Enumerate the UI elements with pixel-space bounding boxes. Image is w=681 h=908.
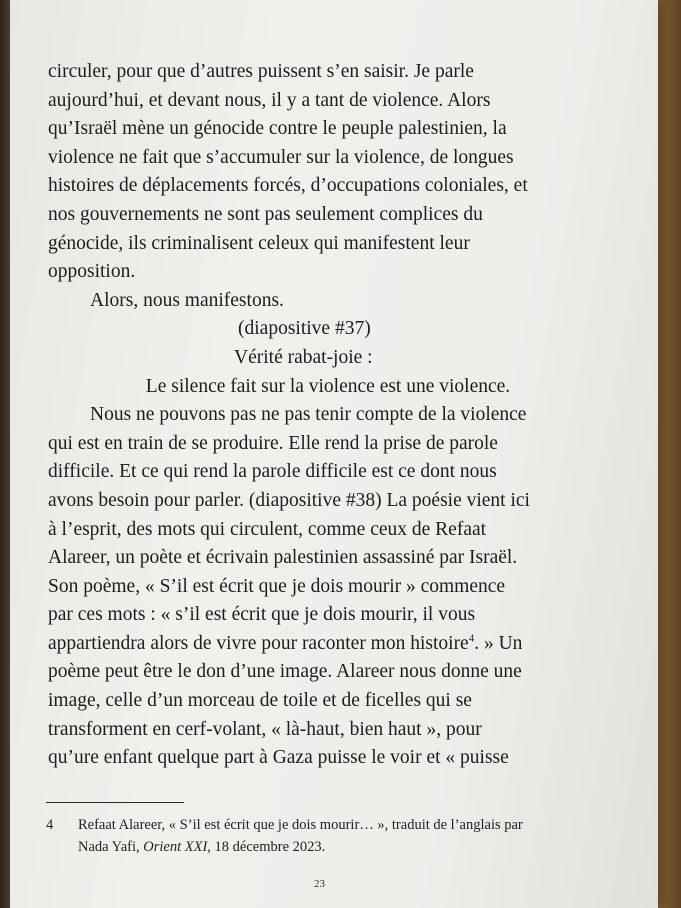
body-line: transforment en cerf-volant, « là-haut, bien haut », pour xyxy=(48,718,482,740)
body-line: qu’Israël mène un génocide contre le peuple palestinien, la xyxy=(48,118,507,140)
book-page xyxy=(10,0,658,908)
paragraph-line: Alors, nous manifestons. xyxy=(90,289,284,311)
footnote-text: Refaat Alareer, « S’il est écrit que je dois mourir… », traduit de l’anglais par xyxy=(78,817,523,833)
body-line: poème peut être le don d’une image. Alareer nous donne une xyxy=(48,661,522,683)
footnote-line xyxy=(46,836,606,858)
body-line: histoires de déplacements forcés, d’occupations coloniales, et xyxy=(48,175,528,197)
body-line: qu’ure enfant quelque part à Gaza puisse le voir et « puisse xyxy=(48,747,509,769)
body-line: difficile. Et ce qui rend la parole difficile est ce dont nous xyxy=(48,461,497,483)
body-line: Nous ne pouvons pas ne pas tenir compte de la violence xyxy=(90,404,527,426)
footnote-text: , 18 décembre 2023. xyxy=(207,839,326,855)
page-number: 23 xyxy=(314,878,325,890)
body-line xyxy=(48,630,608,659)
truth-heading: Vérité rabat-joie : xyxy=(234,346,373,368)
body-line: Son poème, « S’il est écrit que je dois mourir » commence xyxy=(48,575,506,597)
body-line-text: appartiendra alors de vivre pour raconter mon histoire xyxy=(48,632,469,654)
body-line: opposition. xyxy=(48,261,136,283)
footnote-number: 4 xyxy=(46,817,54,833)
body-line-end: . » Un xyxy=(474,632,523,654)
body-line: qui est en train de se produire. Elle rend la prise de parole xyxy=(48,432,498,454)
body-line: image, celle d’un morceau de toile et de ficelles qui se xyxy=(48,690,472,712)
body-line: circuler, pour que d’autres puissent s’en saisir. Je parle xyxy=(48,61,474,82)
body-line: aujourd’hui, et devant nous, il y a tant de violence. Alors xyxy=(48,89,491,111)
body-line: par ces mots : « s’il est écrit que je dois mourir, il vous xyxy=(48,604,476,626)
body-line: à l’esprit, des mots qui circulent, comme ceux de Refaat xyxy=(48,518,487,540)
footnote-publication: Orient XXI xyxy=(143,839,208,855)
body-line: violence ne fait que s’accumuler sur la violence, de longues xyxy=(48,146,514,168)
footnote-marker: 4 xyxy=(468,632,475,645)
slide-reference: (diapositive #37) xyxy=(238,318,371,340)
body-line: nos gouvernements ne sont pas seulement complices du xyxy=(48,203,483,225)
page-body xyxy=(48,58,608,773)
footnote-divider xyxy=(46,802,184,803)
footnote xyxy=(46,814,606,858)
body-line: Alareer, un poète et écrivain palestinien assassiné par Israël. xyxy=(48,547,518,569)
footnote-text: Nada Yafi, xyxy=(78,839,144,855)
footnote-line xyxy=(46,814,606,836)
body-line: génocide, ils criminalisent celeux qui manifestent leur xyxy=(48,232,470,254)
body-line: avons besoin pour parler. (diapositive #38) La poésie vient ici xyxy=(48,489,530,511)
truth-statement: Le silence fait sur la violence est une violence. xyxy=(145,375,511,397)
